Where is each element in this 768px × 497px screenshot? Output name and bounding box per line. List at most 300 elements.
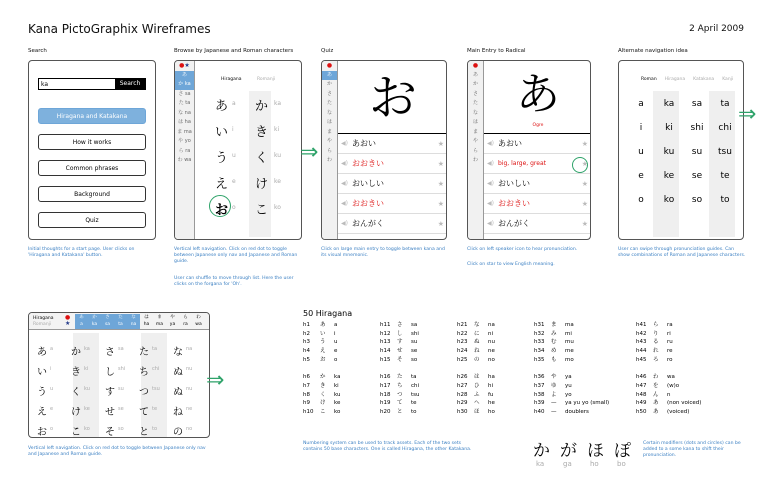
romaji-cell: hi [488, 382, 494, 389]
asset-id: h43 [636, 339, 647, 346]
kana-cell[interactable]: と [139, 427, 149, 438]
toggle-dot[interactable]: ● ★ [65, 314, 71, 327]
romaji-cell: se [118, 406, 124, 412]
table-row [636, 331, 671, 339]
table-row [380, 331, 419, 339]
top-nav-romaji: ra [183, 322, 188, 327]
star-icon[interactable]: ★ [581, 219, 588, 228]
table-row [303, 383, 339, 391]
romaji-cell[interactable]: ka [663, 99, 675, 109]
kana-cell[interactable]: う [215, 151, 229, 166]
romaji-cell: tsu [411, 391, 420, 398]
kana-cell: ん [653, 391, 659, 398]
table-row [457, 357, 495, 365]
kana-cell[interactable]: あ [37, 347, 47, 358]
nav-button[interactable]: How it works [38, 134, 146, 150]
kana-cell: あ [320, 322, 326, 328]
kana-cell[interactable]: ね [173, 407, 183, 418]
kana-cell[interactable]: か [255, 99, 269, 114]
kana-cell: を [653, 382, 659, 389]
kana-cell[interactable]: く [71, 387, 81, 398]
asset-id: h39 [534, 400, 545, 407]
top-nav-item[interactable] [192, 314, 205, 329]
browse-caption-1: Vertical left navigation. Click on red dot to toggle between Japanese only nav and Japanese and Roman guide. [174, 247, 298, 265]
romaji-cell: me [565, 348, 574, 355]
asset-id: h8 [303, 391, 310, 398]
kana-cell: ね [474, 348, 480, 355]
romaji-cell[interactable]: to [720, 195, 730, 205]
romaji-cell: ko [274, 204, 281, 211]
romaji-cell: ma [565, 322, 574, 328]
romaji-cell: mo [565, 356, 574, 363]
romaji-cell: ne [488, 348, 495, 355]
romaji-cell: so [118, 426, 124, 432]
top-nav-kana: あ [79, 315, 84, 320]
romaji-cell: su [411, 339, 418, 346]
main-mnemonic[interactable]: あ [516, 69, 560, 120]
asset-id: h9 [303, 400, 310, 407]
asset-id: h6 [303, 374, 310, 381]
speaker-icon[interactable]: ◀) [341, 220, 348, 227]
tab-romanji[interactable]: Romanji [33, 322, 52, 327]
romaji-cell[interactable]: ko [663, 195, 675, 205]
asset-id: h14 [380, 348, 391, 355]
romaji-cell: o [232, 204, 236, 211]
kana-cell: い [320, 330, 326, 337]
asset-id: h10 [303, 409, 314, 415]
flow-arrow-icon: ⇒ [300, 140, 319, 165]
word-row[interactable] [338, 174, 447, 194]
asset-id: h17 [380, 382, 391, 389]
alt-tab[interactable]: Katakana [693, 77, 715, 82]
selection-ring [209, 195, 231, 217]
romaji-cell: ya yu yo (small) [565, 400, 610, 407]
asset-id: h12 [380, 330, 391, 337]
word-row[interactable] [338, 194, 447, 214]
asset-id: h27 [457, 382, 468, 389]
kana-cell: は [474, 374, 480, 381]
toggle-dot[interactable]: ● [326, 62, 333, 69]
asset-id: h50 [636, 409, 647, 415]
asset-id: h24 [457, 348, 468, 355]
romaji-cell: no [488, 356, 495, 363]
top-nav-romaji: wa [195, 322, 202, 327]
romaji-cell: sa [118, 346, 124, 352]
asset-id: h2 [303, 330, 310, 337]
romaji-cell[interactable]: e [638, 171, 644, 181]
table-row [380, 348, 417, 356]
table-row [380, 392, 420, 400]
kana-cell[interactable]: ぬ [173, 387, 183, 398]
nav-button[interactable]: Hiragana and Katakana [38, 108, 146, 124]
romaji-cell[interactable]: sa [691, 99, 703, 109]
asset-id: h49 [636, 400, 647, 407]
table-row [636, 400, 701, 408]
table-row [303, 357, 337, 365]
star-icon[interactable]: ★ [581, 179, 588, 188]
romaji-cell: nu [186, 386, 193, 392]
word-row[interactable] [338, 214, 447, 234]
asset-id: h29 [457, 400, 468, 407]
word-row[interactable] [338, 134, 447, 154]
romaji-cell: ki [84, 366, 89, 372]
star-icon[interactable]: ★ [437, 179, 444, 188]
top-nav-kana: ら [183, 315, 188, 320]
kana-cell: む [551, 339, 557, 346]
romaji-cell: te [411, 400, 417, 407]
flow-arrow-icon: ⇒ [206, 368, 225, 393]
kana-cell[interactable]: い [215, 125, 229, 140]
romaji-cell: ta [411, 374, 417, 381]
modifier-romaji: ga [563, 460, 572, 468]
table-row [380, 374, 417, 382]
kana-cell[interactable]: か [71, 347, 81, 358]
romaji-cell[interactable]: i [639, 123, 643, 133]
star-icon[interactable]: ★ [437, 199, 444, 208]
word-row[interactable] [484, 194, 591, 214]
star-icon[interactable]: ★ [437, 219, 444, 228]
table-row [534, 383, 572, 391]
kana-cell: て [397, 400, 403, 407]
romaji-cell[interactable]: ke [663, 171, 675, 181]
romaji-cell: sa [411, 322, 418, 328]
table-row [457, 339, 495, 347]
romaji-cell: shi [411, 330, 419, 337]
table-row [380, 409, 417, 417]
table-row [534, 392, 572, 400]
asset-id: h3 [303, 339, 310, 346]
kana-cell[interactable]: く [255, 151, 269, 166]
top-nav-kana: は [144, 315, 149, 320]
table-row [457, 383, 493, 391]
kana-cell[interactable]: さ [105, 347, 115, 358]
romaji-cell: (w)o [667, 382, 680, 389]
romaji-cell: ka [334, 374, 341, 381]
toggle-dot[interactable]: ● [472, 62, 479, 69]
word-row[interactable] [484, 134, 591, 154]
kana-cell[interactable]: そ [105, 427, 115, 438]
word-text: おいしい [498, 179, 530, 188]
romaji-cell: ka [274, 100, 282, 107]
kana-cell: あ [653, 409, 659, 415]
romaji-cell: ha [488, 374, 495, 381]
search-panel-title: Search [28, 48, 47, 54]
kana-cell[interactable]: こ [255, 203, 269, 218]
tab-romanji[interactable]: Romanji [257, 77, 276, 82]
main-left-nav[interactable]: ● あ か さ た な は ま や ら わ [468, 61, 484, 239]
romaji-cell: ku [274, 152, 282, 159]
table-row [457, 400, 495, 408]
romaji-cell: u [232, 152, 236, 159]
star-icon[interactable]: ★ [581, 199, 588, 208]
table-row [303, 348, 337, 356]
kana-cell: れ [653, 348, 659, 355]
kana-cell[interactable]: え [215, 177, 229, 192]
top-nav-item[interactable] [114, 314, 127, 329]
kana-cell: な [474, 322, 480, 328]
top-nav-romaji: na [130, 322, 137, 327]
kana-cell[interactable]: つ [139, 387, 149, 398]
alt-panel-title: Alternate navigation idea [618, 48, 688, 54]
nav-button[interactable]: Background [38, 186, 146, 202]
alt-caption: User can swipe through pronunciation guides. Can show combinations of Roman and Japanese characters. [618, 247, 746, 259]
star-icon[interactable]: ★ [581, 139, 588, 148]
kana-cell[interactable]: た [139, 347, 149, 358]
tab-hiragana[interactable]: Hiragana [221, 77, 242, 82]
word-row[interactable] [484, 174, 591, 194]
star-icon[interactable]: ★ [437, 159, 444, 168]
nav-button[interactable]: Quiz [38, 212, 146, 228]
selection-ring [572, 157, 588, 173]
kana-cell[interactable]: な [173, 347, 183, 358]
romaji-cell[interactable]: shi [690, 123, 704, 133]
kana-cell[interactable]: き [255, 125, 269, 140]
romaji-cell[interactable]: chi [718, 123, 732, 133]
romaji-cell: ke [84, 406, 90, 412]
asset-id: h4 [303, 348, 310, 355]
table-row [303, 400, 340, 408]
romaji-cell[interactable]: o [638, 195, 644, 205]
table-row [636, 383, 679, 391]
romaji-cell: ku [334, 391, 341, 398]
speaker-icon[interactable]: ◀) [341, 200, 348, 207]
word-row[interactable] [484, 214, 591, 234]
main-panel-title: Main Entry to Radical [467, 48, 526, 54]
speaker-icon[interactable]: ◀) [341, 180, 348, 187]
romaji-cell: ka [84, 346, 90, 352]
romaji-cell[interactable]: a [638, 99, 644, 109]
search-caption: Initial thoughts for a start page. User clicks on 'Hiragana and Katakana' button. [28, 247, 135, 259]
kana-cell: さ [397, 322, 403, 328]
speaker-icon[interactable]: ◀) [341, 160, 348, 167]
top-nav-romaji: sa [104, 322, 111, 327]
top-nav-item[interactable] [101, 314, 114, 329]
kana-cell: そ [397, 356, 403, 363]
top-nav-kana: か [92, 315, 97, 320]
kana-cell: ま [551, 322, 557, 328]
romaji-cell[interactable]: u [638, 147, 644, 157]
table-row [534, 348, 574, 356]
kana-cell: — [551, 400, 557, 407]
browse-frame [174, 60, 302, 240]
modifier-romaji: bo [617, 460, 626, 468]
kana-cell: け [320, 400, 326, 407]
word-text: おんがく [498, 219, 530, 228]
modifier-kana: か [533, 441, 550, 461]
table-row [303, 392, 341, 400]
romaji-cell: (non voiced) [667, 400, 702, 407]
table-row [636, 339, 673, 347]
speaker-icon[interactable]: ◀) [487, 160, 494, 167]
kana-cell[interactable]: ち [139, 367, 149, 378]
word-text: あおい [498, 139, 522, 148]
browse-caption-2: User can shuffle to move through list. Here the user clicks on the forgana for 'Oh'. [174, 276, 294, 288]
romaji-cell: ho [488, 409, 495, 415]
romaji-cell[interactable]: ki [665, 123, 673, 133]
modifier-romaji: ho [590, 460, 599, 468]
kana-cell[interactable]: あ [215, 99, 229, 114]
asset-id: h34 [534, 348, 545, 355]
kana-cell[interactable]: え [37, 407, 47, 418]
romaji-cell: e [50, 406, 54, 412]
search-frame [28, 60, 156, 240]
romaji-cell: o [50, 426, 54, 432]
alt-tab[interactable]: Hiragana [664, 77, 686, 82]
word-row[interactable] [338, 154, 447, 174]
table-row [534, 400, 609, 408]
quiz-left-nav[interactable]: ● あ か さ た な は ま や ら わ [322, 61, 338, 239]
romaji-cell: a [50, 346, 54, 352]
top-nav-item[interactable] [179, 314, 192, 329]
alt-highlight-col [653, 91, 679, 237]
star-icon: ★ [184, 62, 190, 69]
asset-id: h21 [457, 322, 468, 328]
romaji-cell: doublers [565, 409, 589, 415]
romaji-cell[interactable]: te [720, 171, 730, 181]
asset-id: h41 [636, 322, 647, 328]
top-nav-romaji: ha [143, 322, 150, 327]
nav-button[interactable]: Common phrases [38, 160, 146, 176]
romaji-cell: re [667, 348, 673, 355]
speaker-icon[interactable]: ◀) [487, 140, 494, 147]
top-nav-item[interactable] [140, 314, 153, 329]
kana-cell: ゆ [551, 382, 557, 389]
kana-cell[interactable]: こ [71, 427, 81, 438]
kana-cell[interactable]: い [37, 367, 47, 378]
search-button[interactable]: Search [115, 79, 145, 89]
romaji-cell: a [232, 100, 236, 107]
romaji-cell: ki [334, 382, 339, 389]
asset-id: h23 [457, 339, 468, 346]
table-row [303, 339, 338, 347]
asset-id: h16 [380, 374, 391, 381]
toggle-dot[interactable]: ● [179, 62, 185, 69]
asset-id: h1 [303, 322, 310, 328]
top-nav-item[interactable] [127, 314, 140, 329]
table-row [380, 322, 417, 330]
table-row [636, 392, 671, 400]
romaji-cell: so [411, 356, 418, 363]
table-row [636, 348, 673, 356]
kana-cell: わ [653, 374, 659, 381]
word-text: おおきい [498, 199, 530, 208]
table-row [636, 322, 673, 330]
alt-tab[interactable]: Kanji [722, 77, 734, 82]
romaji-cell: o [334, 356, 338, 363]
speaker-icon[interactable]: ◀) [341, 140, 348, 147]
flow-arrow-icon: ⇒ [738, 102, 757, 127]
speaker-icon[interactable]: ◀) [487, 200, 494, 207]
asset-id: h40 [534, 409, 545, 415]
alt-tab[interactable]: Roman [641, 77, 657, 82]
top-nav-kana: さ [105, 315, 110, 320]
romaji-cell: ku [84, 386, 90, 392]
romaji-cell: ri [667, 330, 671, 337]
table-row [457, 348, 495, 356]
romaji-cell[interactable]: ta [720, 99, 730, 109]
kana-cell[interactable]: お [215, 203, 229, 218]
top-nav-kana: ま [157, 315, 162, 320]
romaji-cell[interactable]: tsu [718, 147, 732, 157]
kana-cell[interactable]: す [105, 387, 115, 398]
romaji-cell: he [488, 400, 495, 407]
top-nav-romaji: ya [169, 322, 176, 327]
kana-cell[interactable]: け [255, 177, 269, 192]
romaji-cell: ro [667, 356, 673, 363]
kana-cell: た [397, 374, 403, 381]
asset-id: h25 [457, 356, 468, 363]
top-nav-item[interactable] [75, 314, 88, 329]
alt-frame [618, 60, 744, 240]
top-nav-item[interactable] [88, 314, 101, 329]
kana-cell[interactable]: て [139, 407, 149, 418]
kana-cell[interactable]: せ [105, 407, 115, 418]
word-text: おんがく [352, 219, 384, 228]
browse-panel-title: Browse by Japanese and Roman characters [174, 48, 294, 54]
table-row [534, 409, 589, 417]
top-nav-item[interactable] [166, 314, 179, 329]
romaji-cell[interactable]: ku [663, 147, 675, 157]
kana-cell[interactable]: け [71, 407, 81, 418]
modifier-kana: が [560, 441, 577, 461]
romaji-cell[interactable]: se [691, 171, 703, 181]
star-icon[interactable]: ★ [581, 159, 588, 168]
kana-cell: ふ [474, 391, 480, 398]
kana-cell[interactable]: お [37, 427, 47, 438]
kana-cell: く [320, 391, 326, 398]
browse-left-nav[interactable]: ●★ あ か ka さ sa た ta な na は ha ま ma や yo ら ra わ wa [175, 61, 195, 239]
asset-id: h45 [636, 356, 647, 363]
kana-cell[interactable]: う [37, 387, 47, 398]
asset-id: h7 [303, 382, 310, 389]
romaji-cell: u [50, 386, 54, 392]
romaji-cell[interactable]: su [691, 147, 703, 157]
kana-cell: し [397, 330, 403, 337]
speaker-icon[interactable]: ◀) [487, 180, 494, 187]
kana-cell[interactable]: き [71, 367, 81, 378]
top-nav-item[interactable] [153, 314, 166, 329]
romaji-cell: (voiced) [667, 409, 690, 415]
romaji-cell: ke [334, 400, 341, 407]
word-text: おおきい [352, 199, 384, 208]
tab-hiragana[interactable]: Hiragana [33, 316, 54, 321]
romaji-cell: ru [667, 339, 673, 346]
asset-id: h37 [534, 382, 545, 389]
kana-cell[interactable]: し [105, 367, 115, 378]
main-frame [467, 60, 591, 240]
top-nav-romaji: ma [155, 322, 164, 327]
kana-cell: り [653, 330, 659, 337]
kana-cell[interactable]: の [173, 427, 183, 438]
kana-cell: め [551, 348, 557, 355]
speaker-icon[interactable]: ◀) [487, 220, 494, 227]
star-icon[interactable]: ★ [437, 139, 444, 148]
quiz-big-kana[interactable]: お [368, 70, 417, 126]
asset-id: h5 [303, 356, 310, 363]
kana-cell: に [474, 330, 480, 337]
word-text: おいしい [352, 179, 384, 188]
asset-id: h28 [457, 391, 468, 398]
modifier-kana: ぽ [614, 441, 631, 461]
kana-cell: こ [320, 409, 326, 415]
search-input[interactable]: ka [41, 81, 49, 88]
horiz-caption: Vertical left navigation. Click on red dot to toggle between Japanese only nav and Japanese and Roman guide. [28, 446, 206, 458]
romaji-cell[interactable]: so [691, 195, 703, 205]
kana-cell[interactable]: ぬ [173, 367, 183, 378]
asset-id: h46 [636, 374, 647, 381]
kana-cell: ら [653, 322, 659, 328]
romaji-cell: ko [334, 409, 341, 415]
